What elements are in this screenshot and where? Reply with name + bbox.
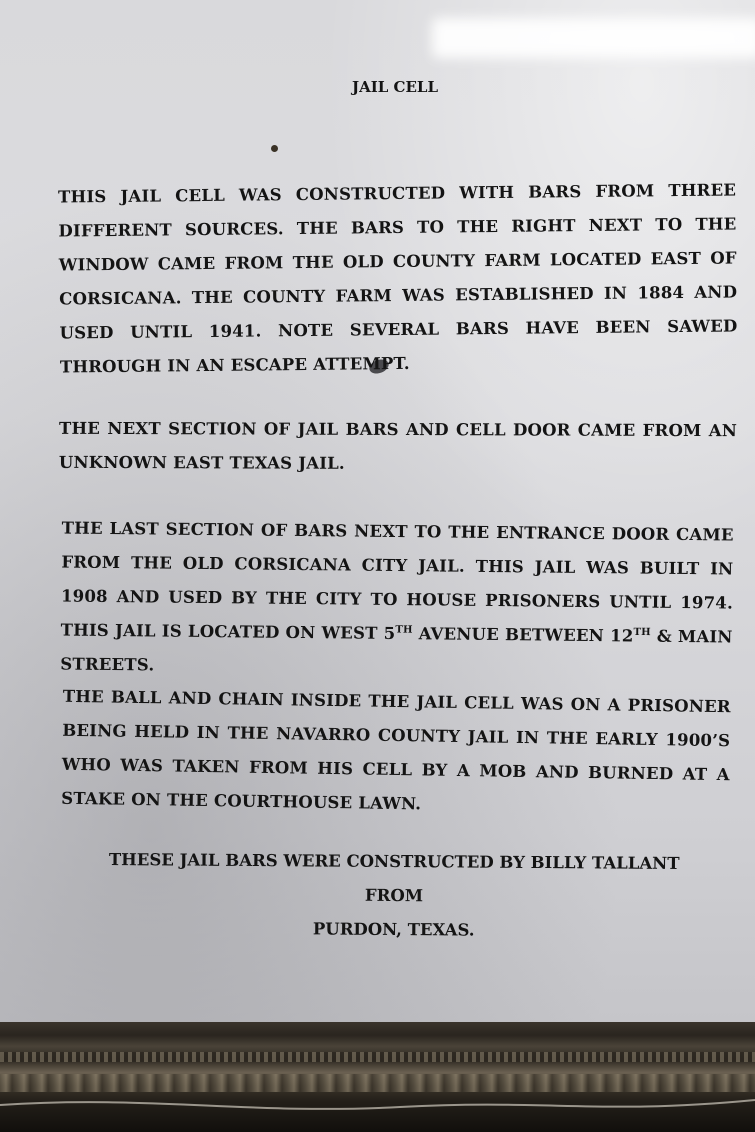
- paragraph-city-jail-part-b: AVENUE BETWEEN 12: [412, 624, 634, 646]
- credit-lines: [84, 843, 705, 949]
- credit-line-2: PURDON, TEXAS.: [312, 919, 475, 940]
- frame-bead-molding: [0, 1052, 755, 1062]
- credit-line-1: THESE JAIL BARS WERE CONSTRUCTED BY BILLY TALLANT FROM: [108, 850, 680, 906]
- sign-title: JAIL CELL: [352, 78, 438, 96]
- paragraph-county-farm: THIS JAIL CELL WAS CONSTRUCTED WITH BARS FROM THREE DIFFERENT SOURCES. THE BARS TO THE RIGHT NEXT TO THE WINDOW CAME FROM THE OLD COUNTY FARM LOCATED EAST OF CORSICANA. THE COUNTY FARM WAS ESTABLISHED IN 1884 AND USED UNTIL 1941. NOTE SEVERAL BARS HAVE BEEN SAWED THROUGH IN AN ESCAPE ATTEMPT.: [58, 180, 738, 377]
- power-cable: [0, 1085, 755, 1132]
- superscript-th-1: TH: [395, 624, 413, 636]
- pin-hole: [271, 145, 278, 152]
- paragraph-ball-and-chain: THE BALL AND CHAIN INSIDE THE JAIL CELL WAS ON A PRISONER BEING HELD IN THE NAVARRO COUNTY JAIL IN THE EARLY 1900’S WHO WAS TAKEN FROM HIS CELL BY A MOB AND BURNED AT A STAKE ON THE COURTHOUSE LAWN.: [61, 686, 731, 814]
- superscript-th-2: TH: [633, 626, 651, 639]
- paragraph-city-jail-part-c: & MAIN STREETS.: [60, 626, 733, 675]
- paragraph-city-jail-part-a: THE LAST SECTION OF BARS NEXT TO THE ENTRANCE DOOR CAME FROM THE OLD CORSICANA CITY JAIL. THIS JAIL WAS BUILT IN 1908 AND USED BY THE CITY TO HOUSE PRISONERS UNTIL 1974. THIS JAIL IS LOCATED ON WEST 5: [60, 518, 734, 643]
- paragraph-city-jail: [60, 511, 734, 688]
- paragraph-east-texas-jail: THE NEXT SECTION OF JAIL BARS AND CELL DOOR CAME FROM AN UNKNOWN EAST TEXAS JAIL.: [58, 418, 738, 473]
- light-glare: [432, 18, 755, 58]
